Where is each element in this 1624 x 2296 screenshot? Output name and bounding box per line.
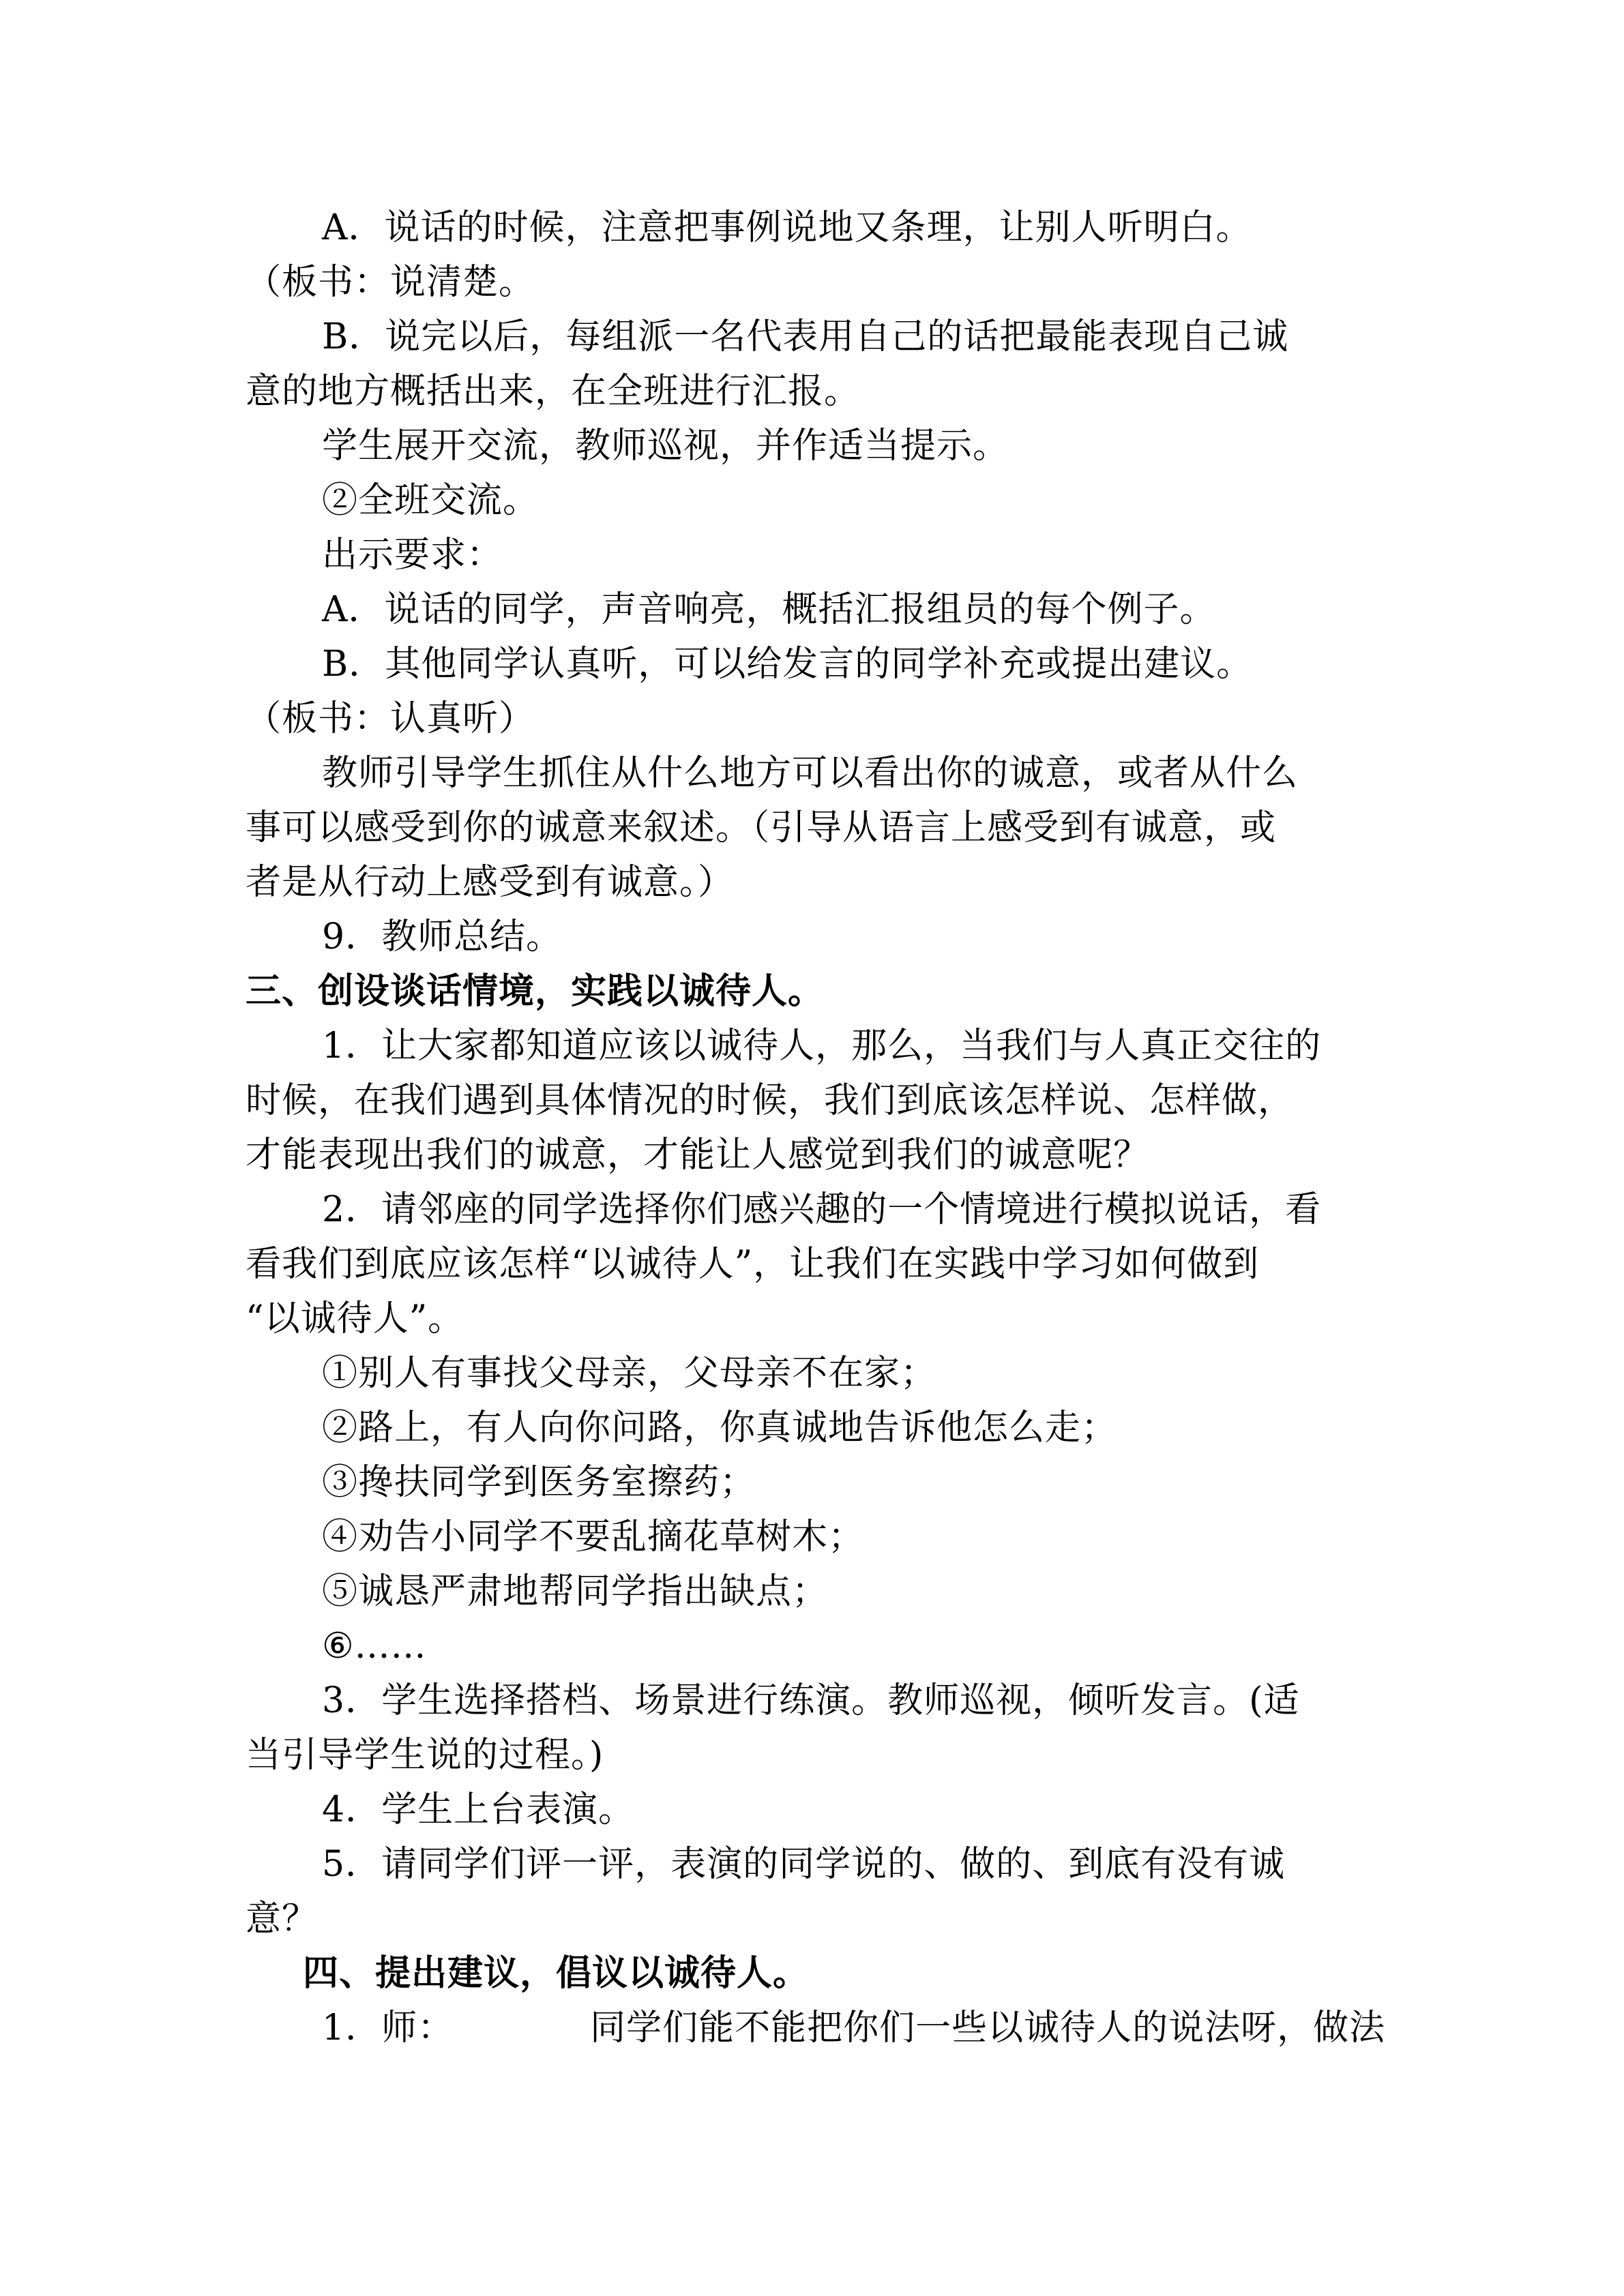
paragraph-line: 看我们到底应该怎样“以诚待人”，让我们在实践中学习如何做到 — [246, 1244, 1260, 1285]
list-item: ③搀扶同学到医务室擦药； — [322, 1462, 756, 1503]
paragraph-line: 才能表现出我们的诚意，才能让人感觉到我们的诚意呢？ — [246, 1135, 1150, 1176]
speaker-label: 1．师： — [322, 2008, 454, 2048]
paragraph-line: 意的地方概括出来，在全班进行汇报。 — [246, 371, 861, 412]
section-heading: 三、创设谈话情境，实践以诚待人。 — [246, 970, 825, 1012]
paragraph-line: 学生展开交流，教师巡视，并作适当提示。 — [322, 426, 1009, 466]
list-item: ①别人有事找父母亲，父母亲不在家； — [322, 1353, 937, 1394]
paragraph-line: A．说话的时候，注意把事例说地又条理，让别人听明白。 — [322, 207, 1252, 248]
paragraph-line: ②全班交流。 — [322, 480, 540, 521]
section-heading: 四、提出建议，倡议以诚待人。 — [303, 1952, 810, 1994]
paragraph-line: 5．请同学们评一评，表演的同学说的、做的、到底有没有诚 — [322, 1844, 1286, 1885]
paragraph-line: 9．教师总结。 — [322, 916, 563, 957]
paragraph-line: 2．请邻座的同学选择你们感兴趣的一个情境进行模拟说话，看 — [322, 1189, 1322, 1230]
paragraph-line: 事可以感受到你的诚意来叙述。（引导从语言上感受到有诚意，或 — [246, 807, 1277, 848]
paragraph-line: （板书：认真听） — [246, 698, 535, 739]
paragraph-line: “以诚待人”。 — [246, 1298, 464, 1339]
paragraph-line: B．其他同学认真听，可以给发言的同学补充或提出建议。 — [322, 644, 1253, 685]
paragraph-line: 当引导学生说的过程。) — [246, 1735, 604, 1776]
paragraph-line: 意？ — [246, 1898, 319, 1939]
speaker-text: 同学们能不能把你们一些以诚待人的说法呀，做法 — [590, 2008, 1386, 2048]
paragraph-line: 出示要求： — [322, 535, 503, 576]
paragraph-line: 时候，在我们遇到具体情况的时候，我们到底该怎样说、怎样做， — [246, 1080, 1295, 1121]
paragraph-line: B．说完以后，每组派一名代表用自己的话把最能表现自己诚 — [322, 316, 1289, 357]
list-item: ⑥…… — [322, 1626, 427, 1667]
list-item: ⑤诚恳严肃地帮同学指出缺点； — [322, 1571, 829, 1612]
paragraph-line: 者是从行动上感受到有诚意。） — [246, 862, 735, 903]
paragraph-line — [322, 2006, 1385, 2050]
paragraph-line: （板书：说清楚。 — [246, 262, 535, 303]
paragraph-line: 教师引导学生抓住从什么地方可以看出你的诚意，或者从什么 — [322, 753, 1299, 794]
list-item: ②路上，有人向你问路，你真诚地告诉他怎么走； — [322, 1407, 1118, 1448]
paragraph-line: 1．让大家都知道应该以诚待人，那么，当我们与人真正交往的 — [322, 1026, 1322, 1067]
paragraph-line: 4．学生上台表演。 — [322, 1789, 635, 1830]
paragraph-line: 3．学生选择搭档、场景进行练演。教师巡视，倾听发言。(适 — [322, 1680, 1300, 1721]
list-item: ④劝告小同学不要乱摘花草树木； — [322, 1517, 865, 1557]
paragraph-line: A．说话的同学，声音响亮，概括汇报组员的每个例子。 — [322, 589, 1216, 630]
